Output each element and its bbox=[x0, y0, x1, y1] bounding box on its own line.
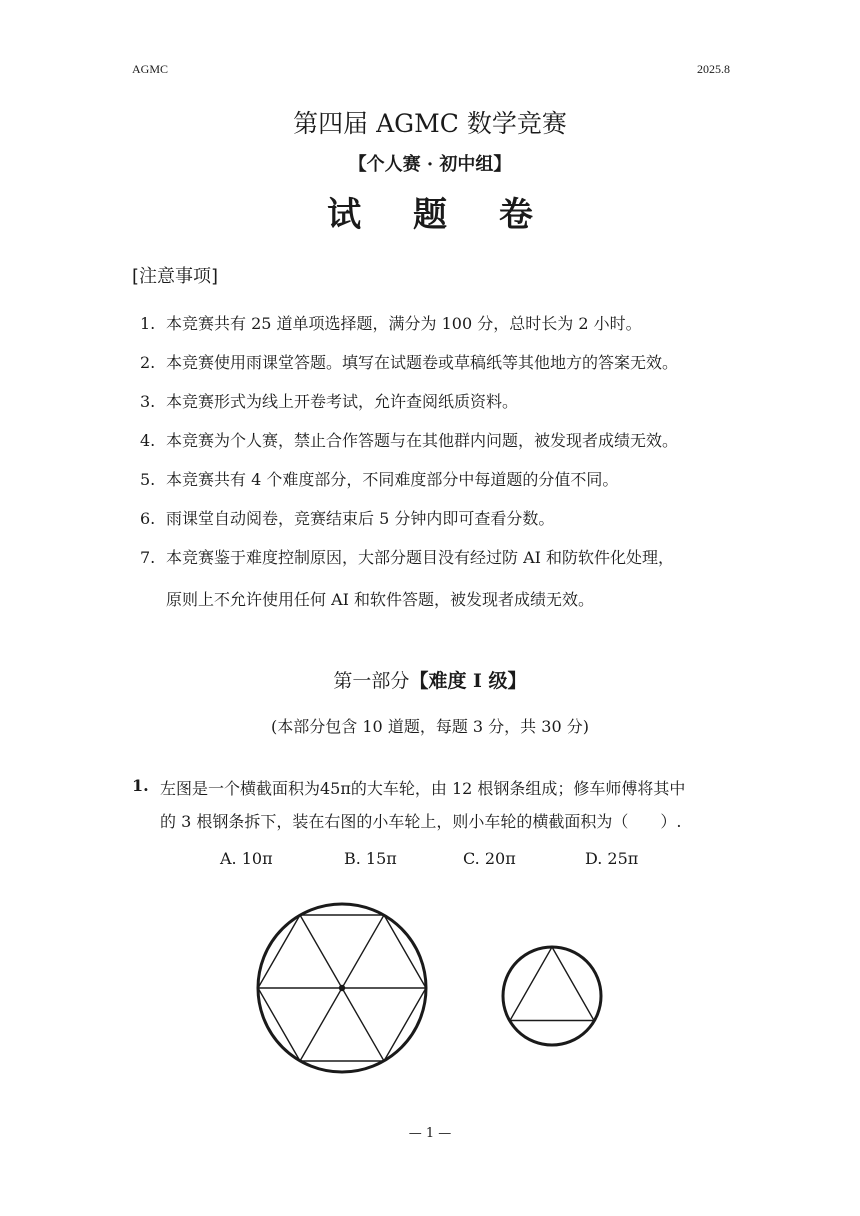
rule-text: 本竞赛共有 25 道单项选择题，满分为 100 分，总时长为 2 小时。 bbox=[166, 314, 642, 333]
part-level: 【难度 I 级】 bbox=[409, 670, 527, 692]
notice-title: [注意事项] bbox=[132, 266, 219, 287]
question-text-line: 的 3 根钢条拆下，装在右图的小车轮上，则小车轮的横截面积为（ ）. bbox=[160, 812, 682, 831]
option-c: C. 20π bbox=[463, 849, 516, 868]
rule-text: 雨课堂自动阅卷，竞赛结束后 5 分钟内即可查看分数。 bbox=[166, 509, 555, 528]
header-right: 2025.8 bbox=[697, 62, 730, 76]
rule-text: 本竞赛鉴于难度控制原因，大部分题目没有经过防 AI 和防软件化处理， bbox=[166, 548, 675, 567]
exam-paper-title: 试 题 卷 bbox=[327, 195, 553, 235]
rule-number: 6. bbox=[140, 509, 156, 528]
rule-continuation: 原则上不允许使用任何 AI 和软件答题，被发现者成绩无效。 bbox=[166, 590, 595, 609]
question-text-line: 左图是一个横截面积为45π的大车轮，由 12 根钢条组成；修车师傅将其中 bbox=[160, 779, 686, 798]
page-subtitle: 【个人赛 · 初中组】 bbox=[348, 154, 512, 175]
rule-number: 2. bbox=[140, 353, 156, 372]
part-note: (本部分包含 10 道题，每题 3 分，共 30 分) bbox=[271, 717, 589, 736]
rule-text: 本竞赛共有 4 个难度部分，不同难度部分中每道题的分值不同。 bbox=[166, 470, 619, 489]
rule-number: 7. bbox=[140, 548, 156, 567]
small-wheel-figure bbox=[503, 947, 601, 1045]
rule-number: 4. bbox=[140, 431, 156, 450]
header-left: AGMC bbox=[132, 62, 169, 76]
rule-text: 本竞赛使用雨课堂答题。填写在试题卷或草稿纸等其他地方的答案无效。 bbox=[166, 353, 679, 372]
option-a: A. 10π bbox=[220, 849, 273, 868]
rule-text: 本竞赛为个人赛，禁止合作答题与在其他群内问题，被发现者成绩无效。 bbox=[166, 431, 679, 450]
question-number: 1. bbox=[132, 776, 149, 795]
option-b: B. 15π bbox=[344, 849, 397, 868]
page-number: — 1 — bbox=[408, 1126, 452, 1141]
wheel-hub bbox=[339, 985, 345, 991]
rule-number: 5. bbox=[140, 470, 156, 489]
part-name: 第一部分 bbox=[333, 670, 410, 692]
large-wheel-figure bbox=[258, 904, 426, 1072]
small-wheel-rim bbox=[503, 947, 601, 1045]
rule-number: 3. bbox=[140, 392, 156, 411]
option-d: D. 25π bbox=[585, 849, 639, 868]
rule-text: 本竞赛形式为线上开卷考试，允许查阅纸质资料。 bbox=[166, 392, 519, 411]
rule-number: 1. bbox=[140, 314, 156, 333]
page-title: 第四届 AGMC 数学竞赛 bbox=[293, 109, 567, 138]
